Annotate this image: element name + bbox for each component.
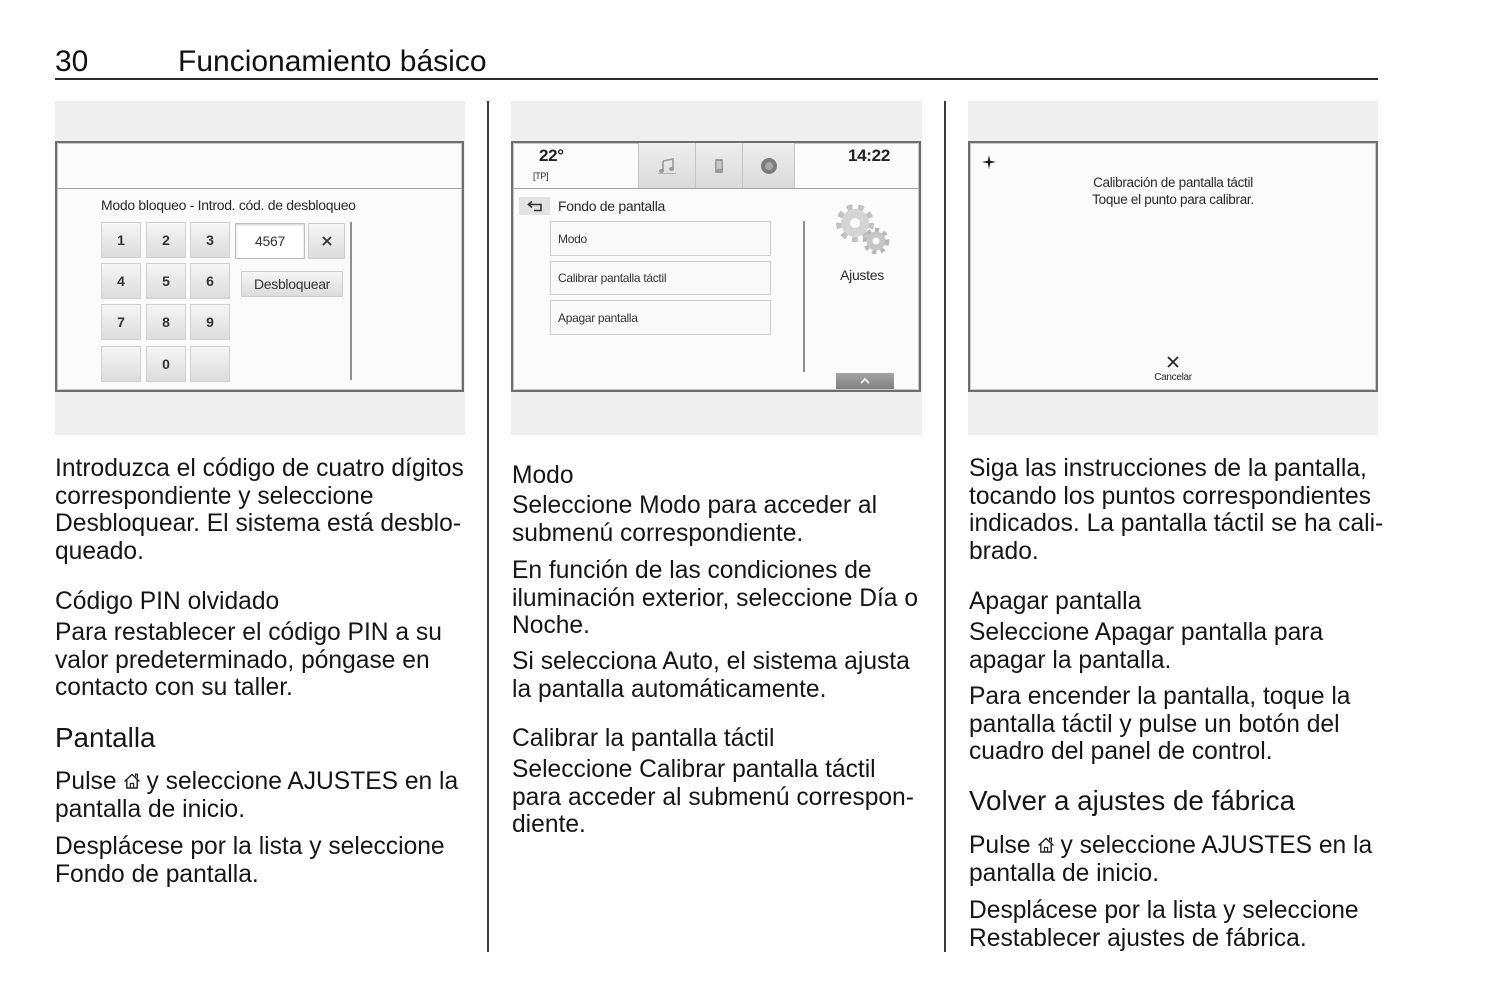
- text-line: Restablecer ajustes de fábrica.: [969, 924, 1307, 952]
- paragraph: [969, 897, 1359, 952]
- paragraph: [512, 648, 910, 703]
- text-line: Si selecciona Auto, el sistema ajusta: [512, 648, 910, 675]
- temperature: 22°: [539, 146, 564, 165]
- pulse-text: y seleccione AJUSTES en la: [146, 768, 459, 795]
- text-line: tocando los puntos correspondientes: [969, 482, 1371, 510]
- phone-icon: [715, 159, 723, 173]
- status-bar-divider: [513, 188, 919, 189]
- menu-item-screen-off[interactable]: Apagar pantalla: [550, 300, 771, 335]
- text-line: Seleccione Calibrar pantalla táctil: [512, 756, 876, 783]
- text-line: la pantalla automáticamente.: [512, 675, 827, 703]
- text-line: Seleccione Modo para acceder al: [512, 492, 878, 519]
- settings-label: Ajustes: [840, 267, 884, 283]
- keypad-key-8[interactable]: 8: [146, 304, 186, 340]
- pulse-text: y seleccione AJUSTES en la: [1060, 832, 1373, 859]
- unlock-button[interactable]: Desbloquear: [241, 271, 343, 297]
- text-line: Desplácese por la lista y seleccione: [969, 897, 1359, 924]
- keypad-key-2[interactable]: 2: [146, 222, 186, 258]
- clear-code-button[interactable]: [308, 223, 345, 259]
- keypad-key-0[interactable]: 0: [146, 346, 186, 382]
- subheading-modo: Modo: [512, 462, 574, 489]
- scroll-up-button[interactable]: [836, 373, 894, 389]
- back-arrow-icon: [526, 200, 544, 212]
- subheading-calibrate: Calibrar la pantalla táctil: [512, 725, 775, 752]
- keypad-key-blank: [190, 346, 230, 382]
- text-line: cuadro del panel de control.: [969, 738, 1273, 766]
- close-icon: [1166, 355, 1180, 369]
- text-line: Desbloquear. El sistema está desblo-: [55, 510, 462, 538]
- paragraph: [512, 557, 918, 640]
- page-number: 30: [55, 45, 89, 78]
- page-title: Funcionamiento básico: [178, 45, 487, 78]
- text-line: En función de las condiciones de: [512, 557, 872, 584]
- tab-audio[interactable]: [638, 143, 695, 188]
- paragraph: [55, 768, 458, 823]
- keypad-key-3[interactable]: 3: [190, 222, 230, 258]
- text-line: Siga las instrucciones de la pantalla,: [969, 455, 1367, 482]
- text-line: iluminación exterior, seleccione Día o: [512, 584, 919, 612]
- home-icon: [123, 772, 141, 790]
- text-line: [55, 768, 458, 796]
- circle-icon: [760, 157, 778, 175]
- section-heading-factory-reset: Volver a ajustes de fábrica: [969, 785, 1296, 816]
- home-icon: [1037, 836, 1055, 854]
- paragraph: [55, 455, 464, 566]
- cancel-button[interactable]: [1138, 353, 1208, 385]
- text-line: submenú correspondiente.: [512, 519, 804, 547]
- keypad-key-1[interactable]: 1: [101, 222, 141, 258]
- text-line: Desplácese por la lista y seleccione: [55, 833, 445, 860]
- paragraph: [512, 492, 877, 547]
- text-line: apagar la pantalla.: [969, 646, 1172, 674]
- paragraph: [969, 832, 1372, 887]
- column-divider: [944, 101, 946, 952]
- text-line: pantalla táctil y pulse un botón del: [969, 710, 1340, 738]
- text-line: queado.: [55, 538, 144, 566]
- text-line: brado.: [969, 538, 1039, 566]
- gear-icon: [831, 201, 893, 259]
- chevron-up-icon: [859, 377, 871, 385]
- display-settings-screen: [511, 141, 921, 392]
- cancel-label: Cancelar: [1154, 372, 1192, 383]
- clock: 14:22: [848, 146, 890, 165]
- text-line: [969, 832, 1372, 860]
- text-line: Noche.: [512, 612, 590, 640]
- keypad-key-5[interactable]: 5: [146, 263, 186, 299]
- calibration-figure: [968, 101, 1378, 435]
- paragraph: [55, 619, 442, 702]
- keypad-key-4[interactable]: 4: [101, 263, 141, 299]
- pulse-text: Pulse: [969, 832, 1031, 859]
- text-line: para acceder al submenú correspon-: [512, 783, 914, 811]
- paragraph: [969, 455, 1383, 566]
- keypad-key-6[interactable]: 6: [190, 263, 230, 299]
- keypad-divider: [350, 222, 352, 380]
- menu-item-modo[interactable]: Modo: [550, 221, 771, 256]
- menu-item-calibrate[interactable]: Calibrar pantalla táctil: [550, 261, 771, 295]
- keypad-key-blank: [101, 346, 141, 382]
- text-line: contacto con su taller.: [55, 674, 293, 702]
- text-line: correspondiente y seleccione: [55, 482, 374, 510]
- section-heading-pantalla: Pantalla: [55, 722, 156, 753]
- text-line: Para encender la pantalla, toque la: [969, 683, 1351, 710]
- keypad-key-9[interactable]: 9: [190, 304, 230, 340]
- text-line: Introduzca el código de cuatro dígitos: [55, 455, 464, 482]
- tab-navigation[interactable]: [742, 143, 795, 188]
- traffic-program-indicator: [TP]: [533, 171, 549, 181]
- paragraph: [969, 619, 1323, 674]
- crosshair-icon[interactable]: [982, 155, 996, 169]
- text-line: indicados. La pantalla táctil se ha cali-: [969, 510, 1384, 538]
- lock-screen: [55, 141, 464, 392]
- paragraph: [512, 756, 914, 839]
- unlock-code-field[interactable]: 4567: [235, 223, 305, 259]
- tab-phone[interactable]: [695, 143, 742, 188]
- lock-title: Modo bloqueo - Introd. cód. de desbloqueo: [101, 197, 356, 213]
- text-line: valor predeterminado, póngase en: [55, 646, 430, 674]
- lock-screen-figure: [55, 101, 465, 435]
- menu-divider: [803, 221, 805, 372]
- status-tabs: [638, 143, 795, 188]
- keypad-key-7[interactable]: 7: [101, 304, 141, 340]
- menu-title: Fondo de pantalla: [558, 198, 665, 214]
- display-settings-figure: [511, 101, 922, 435]
- subheading-pin: Código PIN olvidado: [55, 588, 280, 615]
- close-icon: [322, 236, 332, 246]
- subheading-screen-off: Apagar pantalla: [969, 588, 1142, 615]
- status-bar-divider: [57, 188, 462, 189]
- text-line: pantalla de inicio.: [969, 859, 1160, 887]
- paragraph: [55, 833, 445, 888]
- calibration-title: Calibración de pantalla táctil: [1093, 175, 1253, 190]
- text-line: Para restablecer el código PIN a su: [55, 619, 442, 646]
- text-line: Fondo de pantalla.: [55, 860, 259, 888]
- column-divider: [487, 101, 489, 952]
- text-line: Seleccione Apagar pantalla para: [969, 619, 1324, 646]
- calibration-instruction: Toque el punto para calibrar.: [1092, 192, 1254, 207]
- header-rule: [55, 78, 1378, 80]
- music-icon: [658, 158, 676, 174]
- paragraph: [969, 683, 1350, 766]
- text-line: pantalla de inicio.: [55, 795, 246, 823]
- pulse-text: Pulse: [55, 768, 117, 795]
- text-line: diente.: [512, 811, 586, 839]
- calibration-screen: [968, 141, 1378, 392]
- back-button[interactable]: [519, 197, 550, 215]
